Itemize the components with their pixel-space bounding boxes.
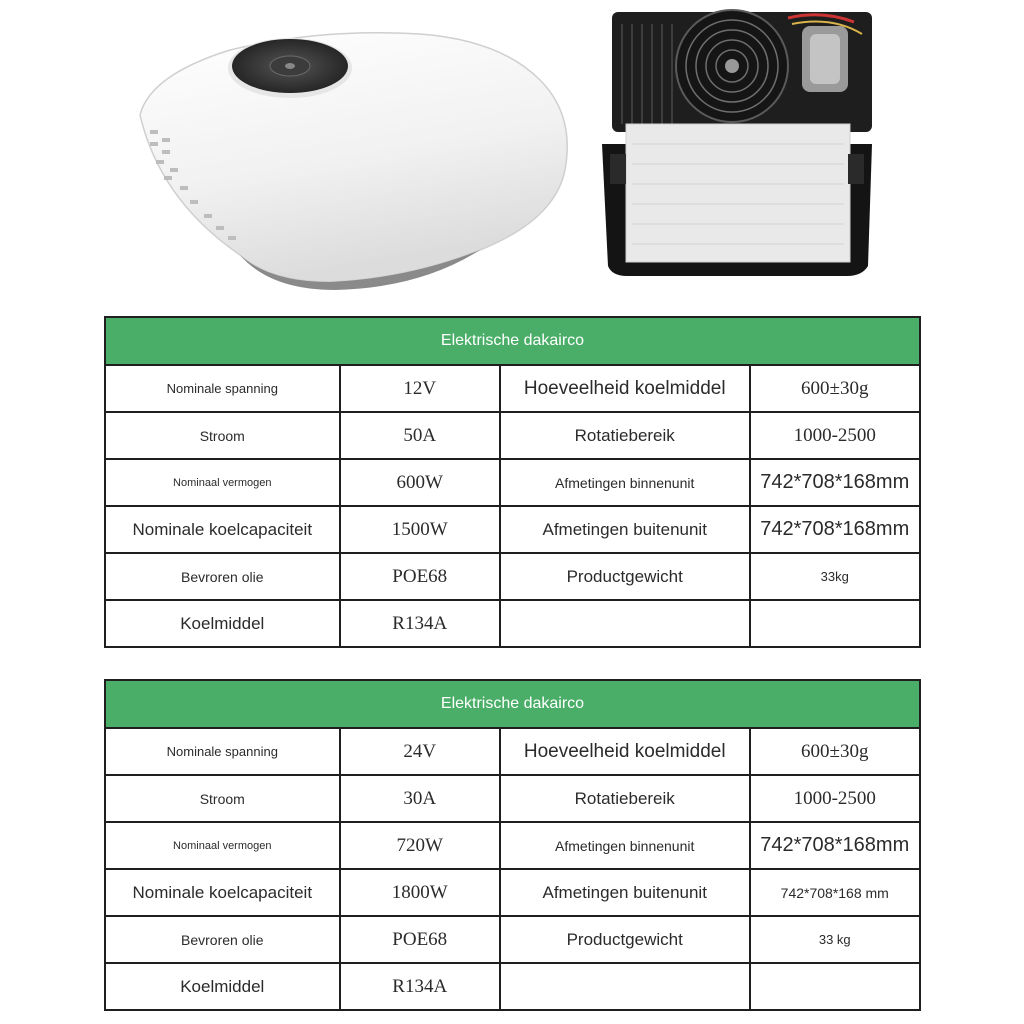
label-cooling-capacity: Nominale koelcapaciteit xyxy=(105,506,340,553)
empty-cell xyxy=(750,963,920,1010)
label-product-weight: Productgewicht xyxy=(500,553,750,600)
label-nominal-voltage: Nominale spanning xyxy=(105,365,340,412)
label-cooling-capacity: Nominale koelcapaciteit xyxy=(105,869,340,916)
label-indoor-dimensions: Afmetingen binnenunit xyxy=(500,822,750,869)
label-rated-power: Nominaal vermogen xyxy=(105,822,340,869)
value-refrigerant: R134A xyxy=(340,600,500,647)
label-frozen-oil: Bevroren olie xyxy=(105,916,340,963)
rooftop-ac-open-image xyxy=(592,4,882,282)
rooftop-ac-closed-image xyxy=(120,20,580,290)
label-indoor-dimensions: Afmetingen binnenunit xyxy=(500,459,750,506)
value-frozen-oil: POE68 xyxy=(340,553,500,600)
label-nominal-voltage: Nominale spanning xyxy=(105,728,340,775)
label-outdoor-dimensions: Afmetingen buitenunit xyxy=(500,869,750,916)
value-current: 50A xyxy=(340,412,500,459)
value-refrigerant: R134A xyxy=(340,963,500,1010)
value-outdoor-dimensions: 742*708*168mm xyxy=(750,506,920,553)
empty-cell xyxy=(500,963,750,1010)
label-rotation-range: Rotatiebereik xyxy=(500,775,750,822)
value-frozen-oil: POE68 xyxy=(340,916,500,963)
value-refrigerant-amount: 600±30g xyxy=(750,728,920,775)
value-cooling-capacity: 1800W xyxy=(340,869,500,916)
label-outdoor-dimensions: Afmetingen buitenunit xyxy=(500,506,750,553)
label-current: Stroom xyxy=(105,775,340,822)
label-rotation-range: Rotatiebereik xyxy=(500,412,750,459)
table-title: Elektrische dakairco xyxy=(105,680,920,728)
value-cooling-capacity: 1500W xyxy=(340,506,500,553)
value-nominal-voltage: 24V xyxy=(340,728,500,775)
empty-cell xyxy=(750,600,920,647)
empty-cell xyxy=(500,600,750,647)
label-product-weight: Productgewicht xyxy=(500,916,750,963)
value-current: 30A xyxy=(340,775,500,822)
label-rated-power: Nominaal vermogen xyxy=(105,459,340,506)
value-rotation-range: 1000-2500 xyxy=(750,412,920,459)
value-refrigerant-amount: 600±30g xyxy=(750,365,920,412)
value-product-weight: 33kg xyxy=(750,553,920,600)
table-title: Elektrische dakairco xyxy=(105,317,920,365)
spec-table-24v xyxy=(104,679,921,1011)
spec-table-12v xyxy=(104,316,921,648)
value-outdoor-dimensions: 742*708*168 mm xyxy=(750,869,920,916)
value-product-weight: 33 kg xyxy=(750,916,920,963)
label-refrigerant: Koelmiddel xyxy=(105,600,340,647)
label-refrigerant: Koelmiddel xyxy=(105,963,340,1010)
value-indoor-dimensions: 742*708*168mm xyxy=(750,822,920,869)
label-refrigerant-amount: Hoeveelheid koelmiddel xyxy=(500,365,750,412)
value-rated-power: 600W xyxy=(340,459,500,506)
value-nominal-voltage: 12V xyxy=(340,365,500,412)
label-current: Stroom xyxy=(105,412,340,459)
value-rated-power: 720W xyxy=(340,822,500,869)
label-refrigerant-amount: Hoeveelheid koelmiddel xyxy=(500,728,750,775)
value-rotation-range: 1000-2500 xyxy=(750,775,920,822)
label-frozen-oil: Bevroren olie xyxy=(105,553,340,600)
value-indoor-dimensions: 742*708*168mm xyxy=(750,459,920,506)
